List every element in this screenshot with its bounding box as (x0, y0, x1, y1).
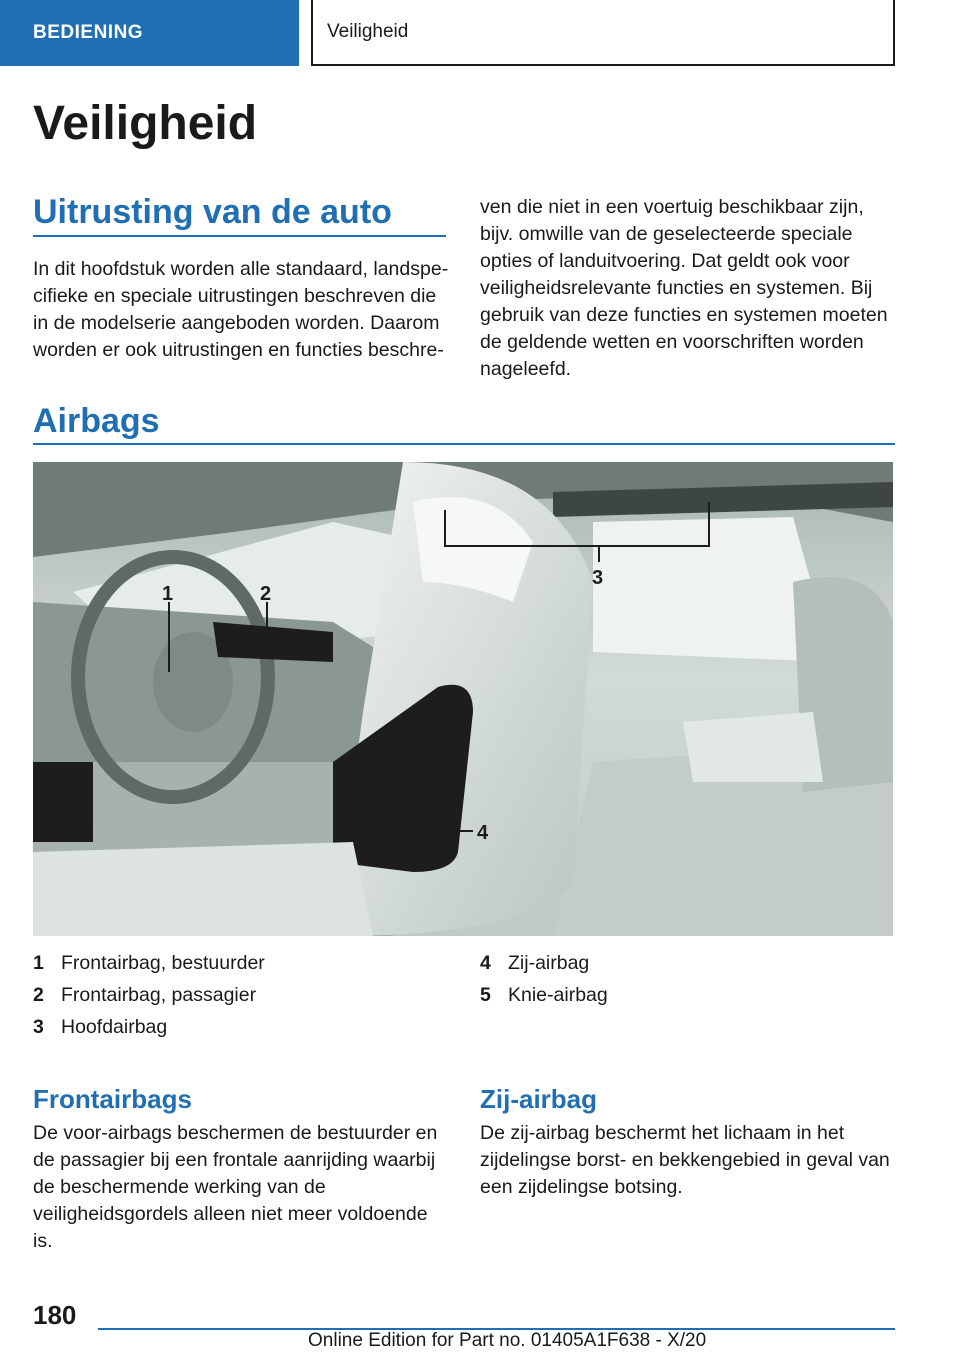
legend-number: 5 (480, 984, 491, 1006)
equipment-text-col2: ven die niet in een voertuig beschikbaar zijn, bijv. omwille van de geselecteerde speciale opties of landuitvoering. Dat geldt ook voor veiligheidsrelevante functies en systemen. Bij gebruik van deze functies en systemen moeten de geldende wetten en voorschriften worden nageleefd. (480, 196, 888, 380)
airbag-legend-right (480, 947, 608, 1011)
side-airbag-text: De zij-airbag beschermt het lichaam in het zijdelingse borst- en bekkengebied in geval van een zijdelingse botsing. (480, 1122, 890, 1198)
section-tab: BEDIENING (0, 0, 299, 66)
airbag-legend-left (33, 947, 265, 1043)
legend-label: Zij-airbag (508, 952, 590, 974)
callout-1: 1 (162, 583, 174, 605)
callout-3: 3 (592, 567, 604, 589)
subsection-title-side-airbag: Zij-airbag (480, 1084, 598, 1114)
legend-label: Frontairbag, bestuurder (61, 952, 265, 974)
legend-item (33, 947, 265, 979)
subsection-title-frontairbags: Frontairbags (33, 1084, 192, 1114)
section-rule-airbags (33, 443, 895, 445)
airbag-illustration (33, 462, 893, 936)
legend-number: 1 (33, 952, 44, 974)
legend-label: Hoofdairbag (61, 1016, 168, 1038)
section-title-equipment: Uitrusting van de auto (33, 193, 392, 231)
section-title-airbags: Airbags (33, 402, 160, 440)
page-number: 180 (33, 1300, 77, 1330)
callout-2: 2 (260, 583, 272, 605)
callout-4: 4 (477, 822, 489, 844)
legend-label: Frontairbag, passagier (61, 984, 257, 1006)
legend-item (33, 979, 265, 1011)
legend-item (480, 979, 608, 1011)
page-title: Veiligheid (33, 97, 258, 150)
legend-item (480, 947, 608, 979)
chapter-header: Veiligheid (311, 0, 895, 66)
frontairbags-text: De voor-airbags beschermen de bestuurder en de passagier bij een frontale aanrijding waarbij de beschermende werking van de veiligheidsgordels alleen niet meer voldoende is. (33, 1122, 438, 1252)
legend-item (33, 1011, 265, 1043)
callout-5: 5 (82, 821, 94, 843)
equipment-text-col1: In dit hoofdstuk worden alle standaard, landspecifieke en speciale uitrustingen beschreven die in de modelserie aangeboden worden. Daarom worden er ook uitrustingen en functies beschre- (33, 258, 449, 361)
legend-number: 3 (33, 1016, 44, 1038)
legend-label: Knie-airbag (508, 984, 608, 1006)
section-rule-equipment (33, 235, 446, 237)
footer-edition: Online Edition for Part no. 01405A1F638 - X/20 (308, 1330, 707, 1351)
legend-number: 4 (480, 952, 491, 974)
legend-number: 2 (33, 984, 44, 1006)
